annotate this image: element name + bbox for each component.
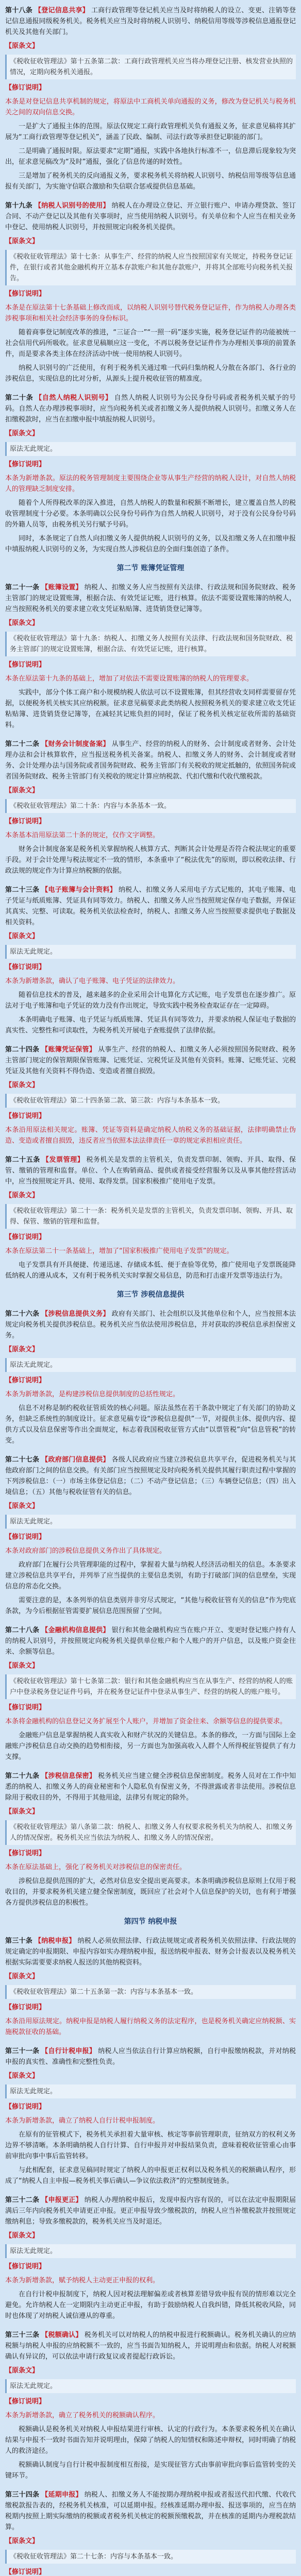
commentary-label: 【修订说明】 bbox=[5, 84, 46, 92]
article-number: 第三十四条 bbox=[5, 2491, 40, 2499]
original-provision: 《税收征收管理法》第十七条：从事生产、经营的纳税人应当按照国家有关规定，持税务登记证件，在银行或者其他金融机构开立基本存款账户和其他存款账户，并将其全部账号向税务机关报告。 bbox=[5, 250, 296, 285]
section-heading: 第三节 涉税信息提供 bbox=[116, 1291, 185, 1299]
commentary-paragraph: 同时，本条规定了自然人向扣缴义务人提供纳税人识别号的义务，以及扣缴义务人在扣缴申报中填报纳税人识别号的义务，为实现自然人涉税信息的全面归集创造了条件。 bbox=[5, 535, 296, 553]
commentary-label: 【原条文】 bbox=[5, 1346, 39, 1353]
revision-note: 本条为新增条款。原法的税务管理制度主要围绕企业等从事生产经营的纳税人设计，对自然人纳税人的管理缺乏制度安排。 bbox=[5, 474, 296, 493]
commentary-label: 【修订说明】 bbox=[5, 1704, 46, 1711]
article-number: 第二十七条 bbox=[5, 1456, 40, 1464]
commentary-paragraph: 实践中，部分个体工商户和小规模纳税人依法可以不设置账簿，但其经营收支同样需要留存凭据，以便税务机关核实其应纳税额。征求意见稿要求此类纳税人按照税务机关的要求建立收支凭证粘贴簿、进货销货登记簿等，在减轻其记账负担的同时，保证了税务机关核定征收所需的基础资料。 bbox=[5, 689, 296, 729]
article-provision bbox=[5, 1155, 296, 1187]
commentary-label: 【原条文】 bbox=[5, 2367, 39, 2375]
revision-note: 本条在原法基础上，强化了税务机关对涉税信息的保密责任。 bbox=[5, 1863, 187, 1871]
article-title: 【自然人纳税人识别号】 bbox=[35, 394, 112, 402]
article-title: 【发票管理】 bbox=[42, 1156, 85, 1164]
original-provision: 《税收征收管理法》第十五条第二款：工商行政管理机关应当将办理登记注册、核发营业执照的情况，定期向税务机关通报。 bbox=[5, 55, 296, 79]
commentary-label: 【原条文】 bbox=[5, 1973, 39, 1980]
commentary-paragraph: 税额确认制度与自行计税申报制度相互衔接，是实现征管方式由事前审批向事后监管转变的关键环节。 bbox=[5, 2461, 296, 2480]
commentary-label: 【修订说明】 bbox=[5, 963, 46, 971]
section-heading: 第二节 账簿凭证管理 bbox=[116, 564, 185, 572]
commentary-label: 【原条文】 bbox=[5, 619, 39, 627]
commentary-label: 【修订说明】 bbox=[5, 1233, 46, 1241]
article-title: 【涉税信息提供义务】 bbox=[41, 1310, 110, 1318]
commentary-label: 【修订说明】 bbox=[5, 2103, 46, 2111]
article-title: 【申报更正】 bbox=[41, 2196, 82, 2204]
article-text: 税务机关应当建立健全涉税信息保密制度。税务人员对在工作中知悉的纳税人、扣缴义务人的商业秘密和个人隐私负有保密义务，不得泄露或者非法使用。涉税信息除用于税收目的外，不得用于其他用途，法律另有规定的除外。 bbox=[5, 1772, 296, 1802]
revision-note: 本条沿用原法规定。纳税申报是纳税人履行纳税义务的法定程序，也是税务机关确定应纳税额、实施税款征收的基础。 bbox=[5, 2018, 296, 2036]
article-provision bbox=[5, 393, 296, 425]
revision-note: 本条为新增条款，确立了纳税人自行计税申报制度。 bbox=[5, 2117, 160, 2125]
commentary-label: 【修订说明】 bbox=[5, 2568, 46, 2576]
original-provision: 原法无此规定。 bbox=[5, 2084, 296, 2098]
article-text: 从事生产、经营的纳税人、扣缴义务人必须按照国务院财政、税务主管部门规定的保管期限保管账簿、记账凭证、完税凭证及其他有关资料。账簿、记账凭证、完税凭证及其他有关资料不得伪造、变造或者擅自损毁。 bbox=[5, 1046, 296, 1075]
article-number: 第二十一条 bbox=[5, 584, 40, 591]
original-provision: 《税收征收管理法》第二十四条第二款、第三款：内容与本条基本一致。 bbox=[5, 1094, 296, 1108]
article-number: 第三十条 bbox=[5, 1937, 32, 1945]
commentary-label: 【原条文】 bbox=[5, 42, 39, 50]
original-provision: 原法无此规定。 bbox=[5, 442, 296, 456]
article-title: 【金融机构信息提供】 bbox=[41, 1626, 110, 1634]
revision-note: 本条为新增条款，是构建涉税信息提供制度的总括性规定。 bbox=[5, 1391, 180, 1398]
article-title: 【政府部门信息提供】 bbox=[41, 1456, 110, 1464]
article-title: 【涉税信息保密】 bbox=[41, 1772, 96, 1780]
original-provision: 《税收征收管理法》第二十五条第一款：内容与本条基本一致。 bbox=[5, 1985, 296, 1999]
commentary-paragraph: 在自行计税申报制度下，纳税人因对税法理解偏差或者核算差错导致申报有误的情形难以完全避免。允许纳税人在一定期限内主动更正申报，有助于鼓励纳税人自我纠错，降低其税收风险，同时也体现了对纳税人诚信遵从的尊重。 bbox=[5, 2291, 296, 2320]
article-provision bbox=[5, 1044, 296, 1077]
commentary-label: 【原条文】 bbox=[5, 430, 39, 437]
article-text: 银行和其他金融机构应当在账户开立、变更时登记账户持有人的纳税人识别号，并按照规定向税务机关提供单位账户和个人账户的开户信息，以及账户资金往来、余额等信息。 bbox=[5, 1626, 296, 1656]
commentary-paragraph: 随着个人所得税改革的深入推进，自然人纳税人的数量和税额不断增长，建立覆盖自然人的税收管理制度十分必要。本条明确以公民身份号码作为自然人纳税人识别号，对于没有公民身份号码的外籍人员等，由税务机关另行赋予号码。 bbox=[5, 499, 296, 529]
commentary-label: 【原条文】 bbox=[5, 1808, 39, 1816]
commentary-paragraph: 信息不对称是制约税收征管质效的核心问题。原法虽然在若干条款中规定了有关部门的协助义务，但缺乏系统性的制度设计。征求意见稿专设“涉税信息提供”一节，对提供主体、提供内容、提供方式以及信息保密等作出全面规定，标志着我国税收征管方式由“以票管税”向“信息管税”的转变。 bbox=[5, 1404, 296, 1445]
commentary-label: 【修订说明】 bbox=[5, 1850, 46, 1857]
commentary-label: 【原条文】 bbox=[5, 1662, 39, 1670]
article-text: 税务机关可以对纳税人的纳税申报进行税额确认。税务机关确认的应纳税额与纳税人申报的应纳税额不一致的，应当书面告知纳税人，并说明理由和依据。纳税人对税额确认有异议的，可以依法申请行政复议或者提起行政诉讼。 bbox=[5, 2331, 296, 2361]
article-title: 【账簿凭证保管】 bbox=[41, 1046, 96, 1054]
original-provision: 《税收征收管理法》第二十七条：内容与本条基本一致。 bbox=[5, 2550, 296, 2564]
commentary-label: 【原条文】 bbox=[5, 2232, 39, 2240]
article-number: 第二十八条 bbox=[5, 1626, 40, 1634]
original-provision: 原法无此规定。 bbox=[5, 2379, 296, 2393]
commentary-paragraph: 需要注意的是，本条列举的信息类别并非穷尽式规定，“其他与税收征管有关的信息”作为兜底条款，为今后根据征管需要扩展信息范围预留了空间。 bbox=[5, 1597, 296, 1615]
article-provision bbox=[5, 200, 296, 233]
article-number: 第二十五条 bbox=[5, 1156, 40, 1164]
commentary-label: 【原条文】 bbox=[5, 2072, 39, 2080]
article-title: 【登记信息共享】 bbox=[34, 7, 89, 14]
commentary-paragraph: 税额确认是税务机关对纳税人申报结果进行审核、认定的行政行为。本条要求税务机关在确认结果与申报不一致时书面告知并说明理由，保障了纳税人的知情权和陈述申辩权，同时明确了纳税人的救济途径。 bbox=[5, 2426, 296, 2455]
article-text: 纳税人必须依照法律、行政法规规定或者税务机关依照法律、行政法规的规定确定的申报期限、申报内容如实办理纳税申报，报送纳税申报表、财务会计报表以及税务机关根据实际需要要求纳税人报送的其他纳税资料。 bbox=[5, 1937, 296, 1967]
commentary-label: 【原条文】 bbox=[5, 933, 39, 940]
revision-note: 本条沿用原法相关规定。账簿、凭证等资料是确定纳税人纳税义务的基础证据，法律明确禁止伪造、变造或者擅自损毁，违反者应当依照本法法律责任一章的规定承担相应责任。 bbox=[5, 1126, 296, 1145]
article-provision bbox=[5, 739, 296, 782]
revision-note: 本条将金融机构的信息登记义务扩展至个人账户，并增加了资金往来、余额等信息的提供要求。 bbox=[5, 1718, 287, 1725]
article-text: 纳税人在办理设立登记、开立银行账户、申请办理贷款、签订合同、不动产登记以及其他有关事项时，应当使用纳税人识别号。有关单位和个人应当在相关业务中登记、使用纳税人识别号，并按照规定向税务机关提供。 bbox=[5, 202, 296, 231]
commentary-label: 【原条文】 bbox=[5, 1081, 39, 1089]
commentary-paragraph: 随着商事登记制度改革的推进，“三证合一”“一照一码”逐步实施，税务登记证件的功能被统一社会信用代码所吸收。征求意见稿顺应这一变化，不再以税务登记证件作为办理相关事项的前置条件，而是要求各类主体在经济活动中统一使用纳税人识别号。 bbox=[5, 329, 296, 358]
revision-note: 本条对政府部门的涉税信息提供义务作出了具体规定。 bbox=[5, 1547, 166, 1555]
revision-note: 本条在原法第二十一条基础上，增加了“国家积极推广使用电子发票”的规定。 bbox=[5, 1247, 233, 1255]
article-text: 各级人民政府应当建立涉税信息共享平台，促进税务机关与其他政府部门之间的信息交换。有关部门应当按照规定及时向税务机关提供其履行职责过程中掌握的下列涉税信息：（一）市场主体登记信息；（二）不动产登记信息；（三）车辆登记信息；（四）出入境信息；（五）其他与税收征管有关的信息。 bbox=[5, 1456, 296, 1496]
commentary-paragraph: 在原有的征管模式下，税务机关承担着大量审核、核定等事前管理职责，征纳双方的权利义务边界不够清晰。本条明确纳税人自行计算、自行申报并对申报结果负责，意味着税收征管重心由事前审批向事中事后监管转移。 bbox=[5, 2131, 296, 2160]
original-provision: 原法无此规定。 bbox=[5, 1515, 296, 1529]
article-number: 第三十三条 bbox=[5, 2331, 40, 2339]
article-provision bbox=[5, 1454, 296, 1498]
article-title: 【延期申报】 bbox=[41, 2491, 82, 2499]
article-provision bbox=[5, 1625, 296, 1657]
original-provision: 《税收征收管理法》第十九条：纳税人、扣缴义务人按照有关法律、行政法规和国务院财政、税务主管部门的规定设置账簿，根据合法、有效凭证记账，进行核算。 bbox=[5, 632, 296, 656]
article-text: 工商行政管理等登记机关应当及时将纳税人的设立、变更、注销等登记信息通报同级税务机关。税务机关应当及时将纳税人识别号、纳税信用等级等涉税信息通报登记机关及其他有关部门。 bbox=[5, 7, 296, 36]
article-title: 【纳税申报】 bbox=[34, 1937, 76, 1945]
original-provision: 《税收征收管理法》第二十条：内容与本条基本一致。 bbox=[5, 799, 296, 813]
article-number: 第三十一条 bbox=[5, 2047, 40, 2055]
commentary-label: 【原条文】 bbox=[5, 1502, 39, 1510]
article-number: 第二十九条 bbox=[5, 1772, 40, 1780]
original-provision: 《税收征收管理法》第八条第二款：纳税人、扣缴义务人有权要求税务机关为纳税人、扣缴义务人的情况保密。税务机关应当依法为纳税人、扣缴义务人的情况保密。 bbox=[5, 1820, 296, 1845]
article-title: 【账簿设置】 bbox=[41, 584, 82, 591]
commentary-paragraph: 涉税信息提供范围的扩大，必然对信息安全提出更高要求。本条明确涉税信息原则上仅用于税收目的，并要求税务机关建立健全保密制度，既回应了社会对个人信息保护的关切，也有利于增强各方提供涉税信息的积极性。 bbox=[5, 1877, 296, 1907]
revision-note: 本条为新增条款，确认了电子账簿、电子凭证的法律效力。 bbox=[5, 977, 180, 985]
article-provision bbox=[5, 2046, 296, 2067]
commentary-label: 【修订说明】 bbox=[5, 818, 46, 825]
commentary-label: 【原条文】 bbox=[5, 787, 39, 794]
article-provision bbox=[5, 1309, 296, 1341]
commentary-paragraph: 与此相配套，征求意见稿同时规定了纳税人的申报更正权利以及税务机关的税额确认程序，形成了“纳税人自主申报—税务机关事后确认—争议依法救济”的完整制度链条。 bbox=[5, 2166, 296, 2185]
article-title: 【电子账簿与会计资料】 bbox=[41, 886, 116, 894]
commentary-paragraph: 电子发票具有开具便捷、传递迅速、存储成本低、便于查验等优势，推广使用电子发票既能降低纳税人的遵从成本，又有利于税务机关实时掌握交易信息，防范和打击虚开发票等违法行为。 bbox=[5, 1261, 296, 1280]
original-provision: 《税收征收管理法》第十七条第二款：银行和其他金融机构应当在从事生产、经营的纳税人的账户中登录税务登记证件号码，并在税务登记证件中登录从事生产、经营的纳税人的账户账号。 bbox=[5, 1674, 296, 1699]
article-text: 纳税人、扣缴义务人采用电子方式记账的，其电子账簿、电子凭证与纸质账簿、凭证具有同等效力。纳税人、扣缴义务人应当按照规定保存电子数据，并保证其真实、完整、可读取。税务机关依法检查时，纳税人、扣缴义务人应当按照要求提供电子数据及相关资料。 bbox=[5, 886, 296, 926]
article-provision bbox=[5, 2330, 296, 2362]
article-text: 纳税人办理纳税申报后，发现申报内容有误的，可以在法定申报期限届满后三年内向税务机关申请更正申报。更正申报导致少缴税款的，纳税人应当补缴税款并按照规定缴纳利息；导致多缴税款的，税务机关应当及时退还。 bbox=[5, 2196, 296, 2226]
article-provision bbox=[5, 2195, 296, 2227]
article-number: 第二十三条 bbox=[5, 886, 40, 894]
article-provision bbox=[5, 1771, 296, 1803]
commentary-label: 【原条文】 bbox=[5, 1192, 39, 1199]
revision-note: 本条基本沿用原法第二十条的规定，仅作文字调整。 bbox=[5, 832, 160, 839]
commentary-paragraph: 财务会计制度备案是税务机关掌握纳税人核算方式、判断其会计处理是否符合税法规定的重要手段。对于会计处理与税法规定不一致的情形，本条重申了“税法优先”的原则，即以税收法律、行政法规的规定作为计算应纳税额的依据。 bbox=[5, 845, 296, 875]
article-number: 第二十六条 bbox=[5, 1310, 40, 1318]
commentary-label: 【修订说明】 bbox=[5, 2263, 46, 2270]
commentary-label: 【修订说明】 bbox=[5, 1533, 46, 1541]
commentary-label: 【修订说明】 bbox=[5, 290, 46, 298]
article-text: 政府有关部门、社会组织以及其他单位和个人，应当按照本法规定向税务机关提供涉税信息。税务机关应当依法使用涉税信息，并对获取的涉税信息承担保密义务。 bbox=[5, 1310, 296, 1340]
article-title: 【自行计税申报】 bbox=[41, 2047, 96, 2055]
commentary-label: 【原条文】 bbox=[5, 238, 39, 245]
original-provision: 原法无此规定。 bbox=[5, 945, 296, 959]
section-heading: 第四节 纳税申报 bbox=[124, 1918, 177, 1926]
commentary-paragraph: 政府部门在履行公共管理职能的过程中，掌握着大量与纳税人经济活动相关的信息。本条要求建立涉税信息共享平台，并列举了应当提供的主要信息类别，有助于打破部门间的信息壁垒，实现信息的常态化交换。 bbox=[5, 1561, 296, 1590]
revision-note: 本条为新增条款，赋予纳税人主动更正申报的权利。 bbox=[5, 2277, 160, 2284]
commentary-label: 【修订说明】 bbox=[5, 2004, 46, 2011]
revision-note: 本条在原法第十九条的基础上，增加了对依法不需要设置账簿的纳税人的管理要求。 bbox=[5, 675, 254, 683]
revision-note: 本条是在原法第十七条基础上修改而成，以纳税人识别号替代税务登记证件，作为纳税人办理各类涉税事项和相关社会经济事务的身份标识。 bbox=[5, 304, 296, 323]
article-title: 【纳税人识别号的使用】 bbox=[34, 202, 110, 210]
commentary-label: 【修订说明】 bbox=[5, 2398, 46, 2405]
commentary-label: 【修订说明】 bbox=[5, 1112, 46, 1120]
article-text: 纳税人应当依法自行计算应纳税额，自行申报缴纳税款，并对纳税申报的真实性、准确性和完整性负责。 bbox=[5, 2047, 296, 2066]
original-provision: 原法无此规定。 bbox=[5, 1358, 296, 1372]
article-number: 第十九条 bbox=[5, 202, 32, 210]
article-provision bbox=[5, 1936, 296, 1968]
article-number: 第三十二条 bbox=[5, 2196, 40, 2204]
article-provision bbox=[5, 885, 296, 928]
commentary-paragraph: 三是增加了税务机关的反向通报义务，要求税务机关将纳税人识别号、纳税信用等级等信息通报有关部门，为实施守信联合激励和失信联合惩戒提供信息基础。 bbox=[5, 172, 296, 191]
article-text: 纳税人、扣缴义务人不能按期办理纳税申报或者报送代扣代缴、代收代缴税款报告表的，经税务机关核准，可以延期申报。经核准延期办理申报、报送事项的，应当在纳税期内按照上期实际缴纳的税额或者税务机关核定的税额预缴税款，并在核准的延期内办理税款结算。 bbox=[5, 2491, 296, 2531]
revision-note: 本条是对登记信息共享机制的规定，将原法中工商机关单向通报的义务，修改为登记机关与税务机关之间的双向信息交换。 bbox=[5, 98, 296, 116]
article-provision bbox=[5, 2489, 296, 2533]
article-text: 纳税人、扣缴义务人应当按照有关法律、行政法规和国务院财政、税务主管部门的规定设置账簿，根据合法、有效凭证记账，进行核算。依法不需要设置账簿的纳税人，应当按照税务机关的要求建立收支凭证粘贴簿、进货销货登记簿等。 bbox=[5, 584, 296, 613]
commentary-label: 【修订说明】 bbox=[5, 461, 46, 468]
commentary-paragraph: 二是明确了通报时限。原法要求“定期”通报，实践中各地执行标准不一，信息滞后现象较为突出，征求意见稿改为“及时”通报，强化了信息传递的时效性。 bbox=[5, 147, 296, 166]
article-number: 第二十条 bbox=[5, 394, 34, 402]
article-text: 自然人纳税人识别号为公民身份号码或者税务机关赋予的号码。自然人在办理涉税事项时，应当向税务机关或者扣缴义务人提供纳税人识别号。扣缴义务人在扣缴税款时，应当在扣缴申报中填报纳税人识别号。 bbox=[5, 394, 296, 423]
commentary-label: 【修订说明】 bbox=[5, 1377, 46, 1384]
commentary-label: 【修订说明】 bbox=[5, 661, 46, 669]
commentary-paragraph: 纳税人识别号的广泛使用，有利于税务机关通过唯一代码归集纳税人分散在各部门、各行业的涉税信息，实现信息的比对分析，从源头上提升税收征管的精准度。 bbox=[5, 364, 296, 383]
article-text: 从事生产、经营的纳税人的财务、会计制度或者财务、会计处理办法和会计核算软件，应当报送税务机关备案。纳税人、扣缴义务人的财务、会计制度或者财务、会计处理办法与国务院或者国务院财政、税务主管部门有关税收的规定抵触的，依照国务院或者国务院财政、税务主管部门有关税收的规定计算应纳税款、代扣代缴和代收代缴税款。 bbox=[5, 740, 296, 781]
article-number: 第二十二条 bbox=[5, 740, 40, 748]
original-provision: 原法无此规定。 bbox=[5, 2244, 296, 2258]
article-provision bbox=[5, 582, 296, 615]
commentary-paragraph: 随着信息技术的普及，越来越多的企业采用会计电算化方式记账，电子发票也在逐步推广。原法对于电子账簿和电子凭证的效力没有作出规定，导致实践中税务检查取证存在一定障碍。 bbox=[5, 991, 296, 1010]
article-text: 税务机关是发票的主管机关，负责发票印制、领购、开具、取得、保管、缴销的管理和监督。单位、个人在购销商品、提供或者接受经营服务以及从事其他经营活动中，应当按照规定开具、使用、取得发票。国家积极推广使用电子发票。 bbox=[5, 1156, 296, 1185]
commentary-paragraph: 金融账户信息是掌握纳税人真实收入和财产状况的关键信息。本条的修改，一方面与国际上金融账户涉税信息自动交换的趋势相衔接，另一方面也为加强高收入人群个人所得税征管提供了有力支撑。 bbox=[5, 1732, 296, 1761]
article-title: 【财务会计制度备案】 bbox=[41, 740, 110, 748]
original-provision: 《税收征收管理法》第二十一条：税务机关是发票的主管机关，负责发票印制、领购、开具、取得、保管、缴销的管理和监督。 bbox=[5, 1204, 296, 1229]
article-number: 第十八条 bbox=[5, 7, 32, 14]
article-title: 【税额确认】 bbox=[41, 2331, 82, 2339]
article-provision bbox=[5, 5, 296, 38]
revision-note: 本条为新增条款，确立了税务机关的税额确认程序。 bbox=[5, 2412, 160, 2419]
commentary-label: 【原条文】 bbox=[5, 2537, 39, 2545]
commentary-paragraph: 本条明确电子账簿、电子凭证与纸质账簿、凭证具有同等效力，并要求纳税人保证电子数据的真实性、完整性和可读取性，为税务机关开展电子查账提供了法律依据。 bbox=[5, 1016, 296, 1035]
article-number: 第二十四条 bbox=[5, 1046, 40, 1054]
commentary-paragraph: 一是扩大了通报主体的范围。原法仅规定工商行政管理机关负有通报义务，征求意见稿将其扩展为“工商行政管理等登记机关”，涵盖了民政、编制、司法行政等承担登记职能的部门。 bbox=[5, 123, 296, 141]
